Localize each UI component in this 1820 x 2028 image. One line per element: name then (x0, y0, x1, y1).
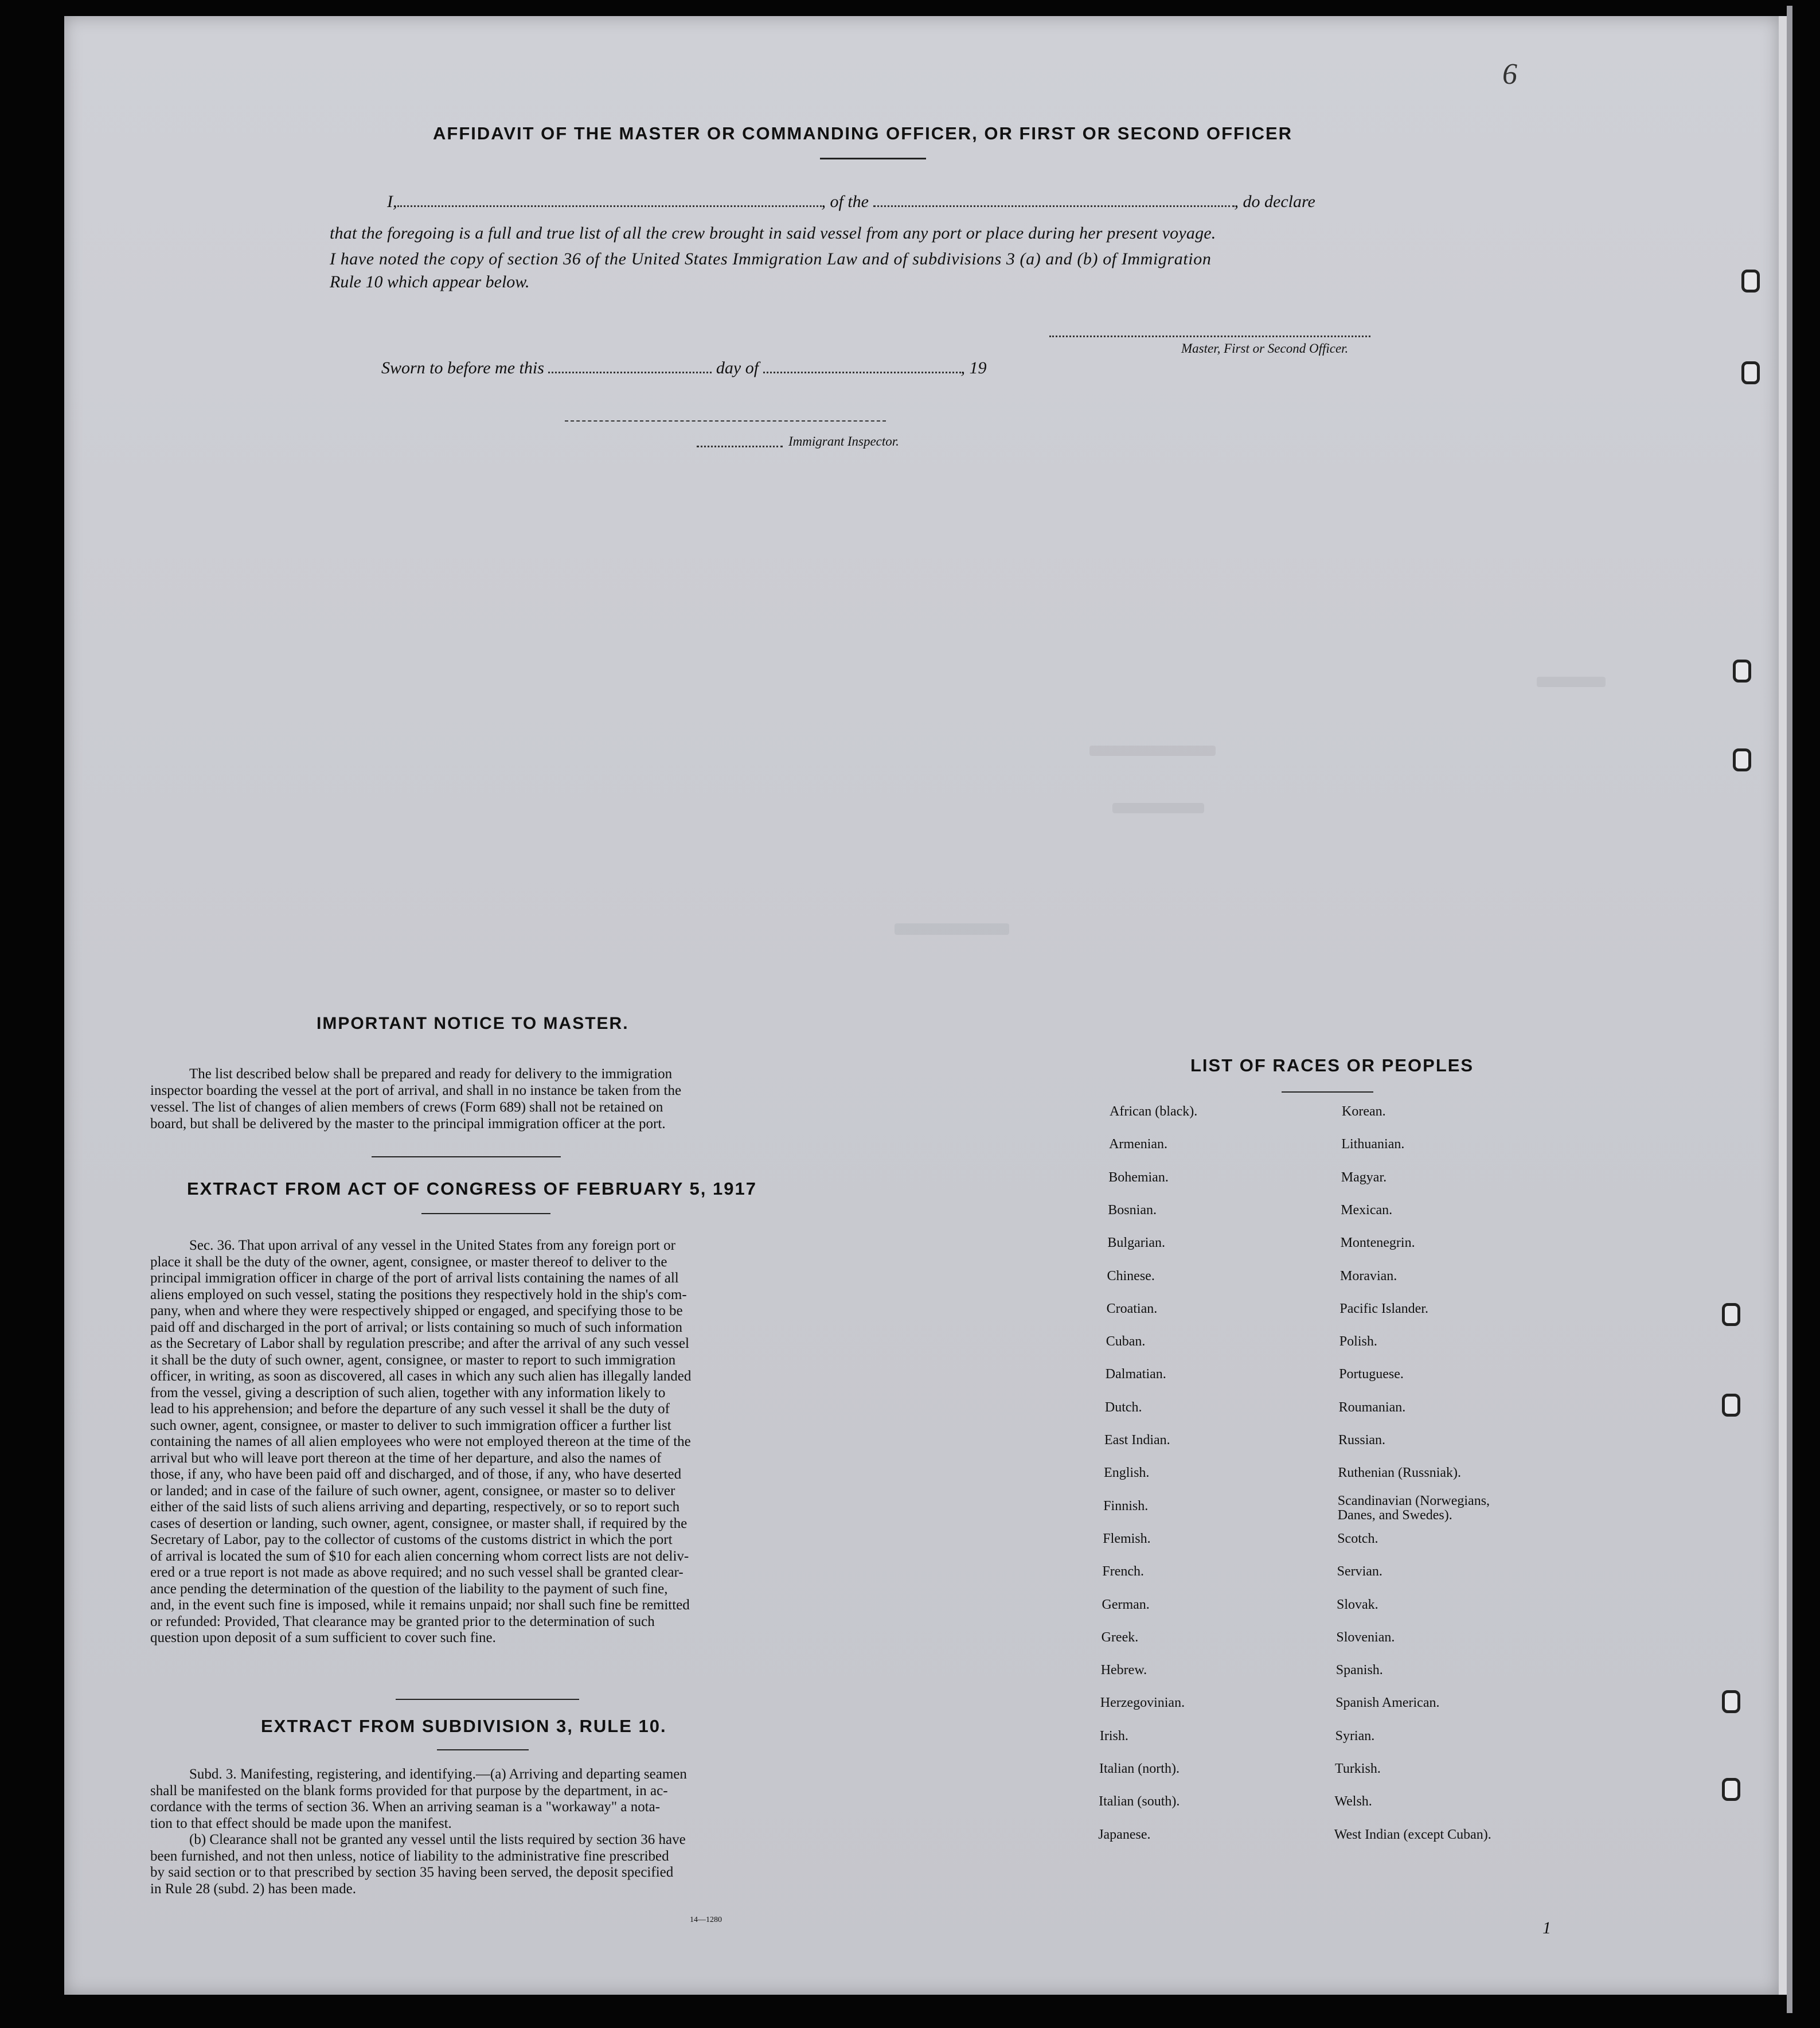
page-edge (1779, 16, 1787, 1995)
paragraph-line: arrival but who will leave port thereon at the time of her departure, and also the names of (150, 1450, 662, 1466)
race-list-item: Polish. (1339, 1334, 1377, 1350)
race-list-item: Slovak. (1337, 1597, 1378, 1612)
paragraph-line: in Rule 28 (subd. 2) has been made. (150, 1881, 356, 1897)
bleed-through-mark (1089, 746, 1216, 756)
sworn-day-of: day of (716, 358, 759, 377)
paragraph-line: ance pending the determination of the question of the liability to the payment of such fine, (150, 1581, 668, 1597)
notice-title: IMPORTANT NOTICE TO MASTER. (317, 1014, 629, 1033)
paragraph-line: either of the said lists of such aliens arriving and departing, respectively, or so to report such (150, 1499, 680, 1515)
paragraph-line: question upon deposit of a sum sufficient to cover such fine. (150, 1630, 496, 1645)
act-divider (396, 1699, 579, 1700)
inspector-caption: Immigrant Inspector. (788, 434, 899, 448)
sworn-year-prefix: , 19 (960, 358, 987, 377)
paragraph-line: it shall be the duty of such owner, agent, consignee, or master to report to such immigration (150, 1352, 676, 1368)
affidavit-title: AFFIDAVIT OF THE MASTER OR COMMANDING OFFICER, OR FIRST OR SECOND OFFICER (433, 123, 1293, 143)
race-list-item: Hebrew. (1100, 1663, 1147, 1678)
paragraph-line: shall be manifested on the blank forms provided for that purpose by the department, in ac- (150, 1783, 668, 1799)
races-column-2 (1330, 1104, 1560, 1850)
race-list-item: Syrian. (1335, 1728, 1375, 1744)
paragraph-line: such owner, agent, consignee, or master to deliver to such immigration officer a further list (150, 1417, 671, 1433)
act-extract-title: EXTRACT FROM ACT OF CONGRESS OF FEBRUARY 5, 1917 (187, 1179, 757, 1199)
paragraph-line: officer, in writing, as soon as discovered, all cases in which any such alien has illegally landed (150, 1368, 692, 1384)
paragraph-line: place it shall be the duty of the owner, agent, consignee, or master thereof to deliver to the (150, 1254, 667, 1270)
act-extract-body (150, 1238, 804, 1647)
race-list-item: Italian (north). (1099, 1761, 1180, 1776)
race-list-item: Lithuanian. (1341, 1137, 1405, 1152)
declarant-name-field[interactable] (397, 204, 822, 207)
race-list-item: East Indian. (1104, 1433, 1170, 1448)
punch-hole (1722, 1778, 1740, 1801)
paragraph-line: as the Secretary of Labor shall by regulation prescribe; and after the arrival of any such vessel (150, 1336, 689, 1351)
race-list-item: Chinese. (1107, 1268, 1155, 1284)
sworn-month-field[interactable] (763, 370, 961, 373)
notice-line: vessel. The list of changes of alien members of crews (Form 689) shall not be retained on (150, 1099, 663, 1115)
race-list-item: Moravian. (1340, 1268, 1397, 1284)
notice-line: The list described below shall be prepared and ready for delivery to the immigration (189, 1066, 673, 1082)
form-number: 14—1280 (690, 1916, 722, 1924)
race-list-item: German. (1102, 1597, 1150, 1612)
paragraph-line: cordance with the terms of section 36. When an arriving seaman is a "workaway" a nota- (150, 1799, 661, 1815)
paragraph-line: ered or a true report is not made as above required; and no such vessel shall be granted clear- (150, 1565, 684, 1580)
notice-divider (372, 1156, 561, 1157)
race-list-item: Slovenian. (1336, 1629, 1395, 1645)
paragraph-line: Secretary of Labor, pay to the collector of customs of the customs district in which the port (150, 1532, 673, 1547)
race-list-item: Finnish. (1103, 1498, 1149, 1514)
race-list-item: African (black). (1110, 1104, 1198, 1119)
bleed-through-mark (1537, 677, 1606, 687)
race-list-item: Montenegrin. (1340, 1235, 1415, 1251)
race-list-item: Portuguese. (1339, 1367, 1404, 1382)
affidavit-line-1 (387, 192, 1413, 212)
race-list-item: Servian. (1337, 1564, 1382, 1580)
race-list-item: Pacific Islander. (1339, 1301, 1428, 1316)
paragraph-line: lead to his apprehension; and before the departure of any such vessel it shall be the duty of (150, 1401, 670, 1417)
race-list-item: Scandinavian (Norwegians, Danes, and Swedes). (1337, 1493, 1490, 1523)
paragraph-line: Sec. 36. That upon arrival of any vessel in the United States from any foreign port or (189, 1238, 675, 1253)
punch-hole (1722, 1394, 1740, 1417)
punch-hole (1733, 660, 1751, 682)
title-underline (820, 158, 926, 159)
rule-extract-title: EXTRACT FROM SUBDIVISION 3, RULE 10. (261, 1716, 667, 1736)
race-list-item: Welsh. (1334, 1794, 1372, 1809)
sworn-prefix: Sworn to before me this (381, 358, 544, 377)
race-list-item: Herzegovinian. (1100, 1695, 1185, 1711)
bleed-through-mark (1112, 803, 1204, 813)
race-list-item: Magyar. (1341, 1169, 1387, 1185)
rule-extract-body (150, 1766, 804, 1897)
declarant-prefix: I, (387, 192, 397, 211)
binding-strip (1787, 6, 1792, 2013)
race-list-item: Greek. (1101, 1629, 1139, 1645)
race-list-item: Dalmatian. (1105, 1367, 1166, 1382)
paragraph-line: containing the names of all alien employees who were not employed thereon at the time of the (150, 1434, 691, 1449)
affidavit-line-4: Rule 10 which appear below. (330, 272, 530, 291)
race-list-item: Roumanian. (1338, 1399, 1406, 1415)
bleed-through-mark (895, 923, 1009, 935)
race-list-item: Flemish. (1103, 1531, 1151, 1546)
punch-hole (1741, 270, 1760, 292)
race-list-item: Japanese. (1098, 1827, 1151, 1842)
notice-line: inspector boarding the vessel at the port of arrival, and shall in no instance be taken from the (150, 1083, 682, 1098)
race-list-item: Dutch. (1104, 1399, 1142, 1415)
notice-text (150, 1066, 804, 1132)
race-list-item: English. (1104, 1465, 1150, 1481)
paragraph-line: paid off and discharged in the port of arrival; or lists containing so much of such information (150, 1319, 683, 1335)
master-signature-field[interactable] (1049, 334, 1370, 337)
vessel-name-field[interactable] (873, 204, 1235, 207)
paragraph-line: from the vessel, giving a description of such alien, together with any information likely to (150, 1384, 666, 1401)
paragraph-line: aliens employed on such vessel, stating the positions they respectively hold in the ship's com- (150, 1286, 687, 1302)
rule-title-underline (437, 1749, 529, 1750)
races-title-underline (1282, 1091, 1373, 1093)
paragraph-line: (b) Clearance shall not be granted any vessel until the lists required by section 36 have (189, 1832, 686, 1847)
paragraph-line: and, in the event such fine is imposed, while it remains unpaid; nor shall such fine be remitted (150, 1597, 690, 1613)
sworn-day-field[interactable] (548, 370, 712, 373)
inspector-signature-line[interactable] (565, 420, 886, 422)
race-list-item: Scotch. (1337, 1531, 1378, 1546)
act-title-underline (421, 1213, 550, 1214)
page-number-mark: 6 (1502, 58, 1517, 91)
declare-suffix: , do declare (1234, 192, 1315, 211)
race-list-item: West Indian (except Cuban). (1334, 1827, 1491, 1842)
race-list-item: Korean. (1342, 1104, 1386, 1119)
races-column-1 (1089, 1104, 1319, 1850)
paragraph-line: or refunded: Provided, That clearance may be granted prior to the determination of such (150, 1613, 655, 1629)
paragraph-line: Subd. 3. Manifesting, registering, and identifying.—(a) Arriving and departing seamen (189, 1766, 687, 1782)
race-list-item: Ruthenian (Russniak). (1338, 1465, 1462, 1481)
paragraph-line: cases of desertion or landing, such owner, agent, consignee, or master shall, if required by the (150, 1515, 688, 1531)
race-list-item: Bulgarian. (1107, 1235, 1166, 1251)
race-list-item: Spanish. (1335, 1663, 1383, 1678)
race-list-item: Cuban. (1106, 1334, 1146, 1350)
punch-hole (1722, 1690, 1740, 1713)
bottom-page-mark: 1 (1542, 1918, 1551, 1937)
race-list-item: Turkish. (1335, 1761, 1381, 1776)
race-list-item: Spanish American. (1335, 1695, 1440, 1711)
paragraph-line: of arrival is located the sum of $10 for each alien concerning whom correct lists are not deliv- (150, 1548, 689, 1564)
race-list-item: French. (1102, 1564, 1145, 1580)
sworn-line (381, 358, 987, 378)
affidavit-line-3: I have noted the copy of section 36 of the United States Immigration Law and of subdivisions 3 (a) and (b) of Immigration (330, 249, 1212, 268)
race-list-item: Russian. (1338, 1433, 1386, 1448)
races-title: LIST OF RACES OR PEOPLES (1190, 1055, 1474, 1075)
race-list-item: Armenian. (1109, 1137, 1168, 1152)
paragraph-line: principal immigration officer in charge of the port of arrival lists containing the names of all (150, 1270, 679, 1286)
paragraph-line: by said section or to that prescribed by section 35 having been served, the deposit specified (150, 1865, 674, 1880)
paragraph-line: or landed; and in case of the failure of such owner, agent, consignee, or master so to deliver (150, 1483, 675, 1499)
affidavit-line-2: that the foregoing is a full and true list of all the crew brought in said vessel from any port or place during her present voyage. (330, 224, 1216, 243)
paragraph-line: pany, when and where they were respectively shipped or engaged, and specifying those to be (150, 1303, 683, 1319)
master-signature-caption: Master, First or Second Officer. (1181, 341, 1349, 356)
race-list-item: Bosnian. (1108, 1202, 1157, 1218)
paragraph-line: those, if any, who have been paid off and discharged, and of those, if any, who have deserted (150, 1467, 682, 1482)
race-list-item: Bohemian. (1108, 1169, 1169, 1185)
punch-hole (1733, 748, 1751, 771)
paragraph-line: been furnished, and not then unless, notice of liability to the administrative fine prescribed (150, 1848, 669, 1864)
race-list-item: Croatian. (1106, 1301, 1158, 1316)
race-list-item: Italian (south). (1099, 1794, 1180, 1809)
punch-hole (1722, 1303, 1740, 1326)
race-list-item: Mexican. (1341, 1202, 1393, 1218)
inspector-dots (697, 444, 783, 447)
punch-hole (1741, 361, 1760, 384)
notice-line: board, but shall be delivered by the master to the principal immigration officer at the port. (150, 1116, 666, 1132)
race-list-item: Irish. (1099, 1728, 1128, 1744)
position-prefix: , of the (821, 192, 869, 211)
paragraph-line: tion to that effect should be made upon the manifest. (150, 1815, 452, 1831)
